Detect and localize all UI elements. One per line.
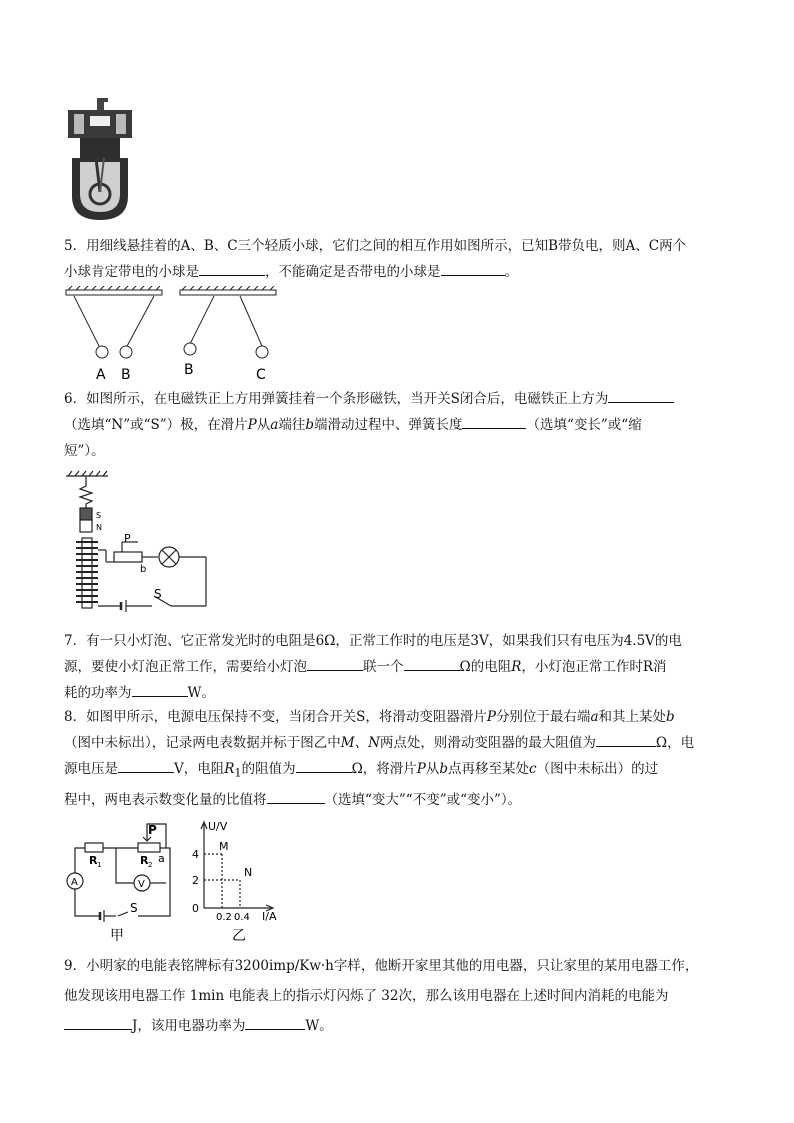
answer-blank[interactable]	[462, 414, 526, 429]
engine-figure	[66, 96, 136, 224]
answer-blank[interactable]	[132, 682, 188, 697]
svg-text:P: P	[148, 823, 157, 837]
graph-yi-figure	[186, 816, 296, 944]
svg-text:1: 1	[97, 861, 102, 869]
q5-line-2: 小球肯定带电的小球是 ，不能确定是否带电的小球是 。	[64, 259, 734, 285]
answer-blank[interactable]	[404, 656, 460, 671]
svg-text:0.2: 0.2	[216, 912, 232, 923]
svg-text:4: 4	[192, 848, 199, 861]
answer-blank[interactable]	[199, 261, 265, 276]
svg-text:b: b	[140, 564, 147, 575]
question-5	[64, 233, 734, 285]
answer-blank[interactable]	[296, 758, 352, 773]
svg-text:N: N	[96, 523, 102, 532]
answer-blank[interactable]	[307, 656, 363, 671]
svg-text:S: S	[154, 587, 162, 601]
svg-text:0.4: 0.4	[234, 912, 250, 923]
question-6: 6．如图所示，在电磁铁正上方用弹簧挂着一个条形磁铁，当开关S闭合后，电磁铁正上方为 （选填“N”或“S”）极，在滑片P从a端往b端滑动过程中、弹簧长度 （选填“变长”或“缩 短”）。	[64, 386, 734, 464]
ball-label-a: A	[96, 367, 106, 383]
svg-text:2: 2	[192, 874, 199, 887]
caption-yi: 乙	[232, 928, 246, 944]
svg-text:N: N	[244, 866, 253, 879]
ball-label-c: C	[256, 367, 266, 383]
svg-text:U/V: U/V	[208, 820, 228, 833]
svg-text:R: R	[89, 854, 98, 867]
question-8: 8．如图甲所示，电源电压保持不变，当闭合开关S，将滑动变阻器滑片P分别位于最右端a和其上某处b （图中未标出），记录两电表数据并标于图乙中M、N两点处，则滑动变阻器的最大阻值为 Ω，电 源电压是 V，电阻$R_1$的阻值为 Ω，将滑片P从b点再移至某处c（图中未标出）的过 程中，两电表示数变化量的比值将 （选填“变大”“不变”或“变小”）。	[64, 709, 695, 808]
answer-blank[interactable]	[64, 1015, 132, 1030]
svg-text:a: a	[158, 852, 165, 865]
svg-text:0: 0	[192, 902, 199, 915]
svg-text:P: P	[124, 532, 131, 545]
answer-blank[interactable]	[608, 388, 674, 403]
answer-blank[interactable]	[267, 789, 325, 804]
ball-label-b: B	[121, 367, 131, 383]
svg-text:S: S	[130, 901, 138, 915]
charged-balls-figure	[64, 286, 284, 386]
question-9: 9．小明家的电能表铭牌标有3200imp/Kw·h字样，他断开家里其他的用电器，只让家里的某用电器工作， 他发现该用电器工作 1min 电能表上的指示灯闪烁了 32次，那么该用电器在上述时间内消耗的电能为 J，该用电器功率为 W。	[64, 958, 699, 1034]
answer-blank[interactable]	[441, 261, 505, 276]
caption-jia: 甲	[110, 928, 124, 944]
answer-blank[interactable]	[596, 732, 656, 747]
svg-text:2: 2	[148, 861, 153, 869]
svg-text:R: R	[140, 854, 149, 867]
svg-text:V: V	[138, 879, 145, 890]
answer-blank[interactable]	[118, 758, 174, 773]
question-7: 7．有一只小灯泡、它正常发光时的电阻是6Ω，正常工作时的电压是3V，如果我们只有电压为4.5V的电 源，要使小灯泡正常工作，需要给小灯泡 联一个 Ω的电阻R，小灯泡正常工作时R消 耗的功率为 W。	[64, 633, 682, 701]
ball-label-b-2: B	[184, 362, 194, 378]
svg-text:S: S	[96, 511, 102, 520]
svg-text:I/A: I/A	[262, 910, 277, 923]
answer-blank[interactable]	[245, 1015, 305, 1030]
q5-line-1: 5．用细线悬挂着的A、B、C三个轻质小球，它们之间的相互作用如图所示，已知B带负电，则A、C两个	[64, 238, 687, 254]
circuit-jia-figure	[62, 816, 182, 944]
svg-text:A: A	[71, 877, 78, 888]
electromagnet-circuit-figure	[66, 470, 216, 615]
svg-text:M: M	[219, 840, 229, 853]
